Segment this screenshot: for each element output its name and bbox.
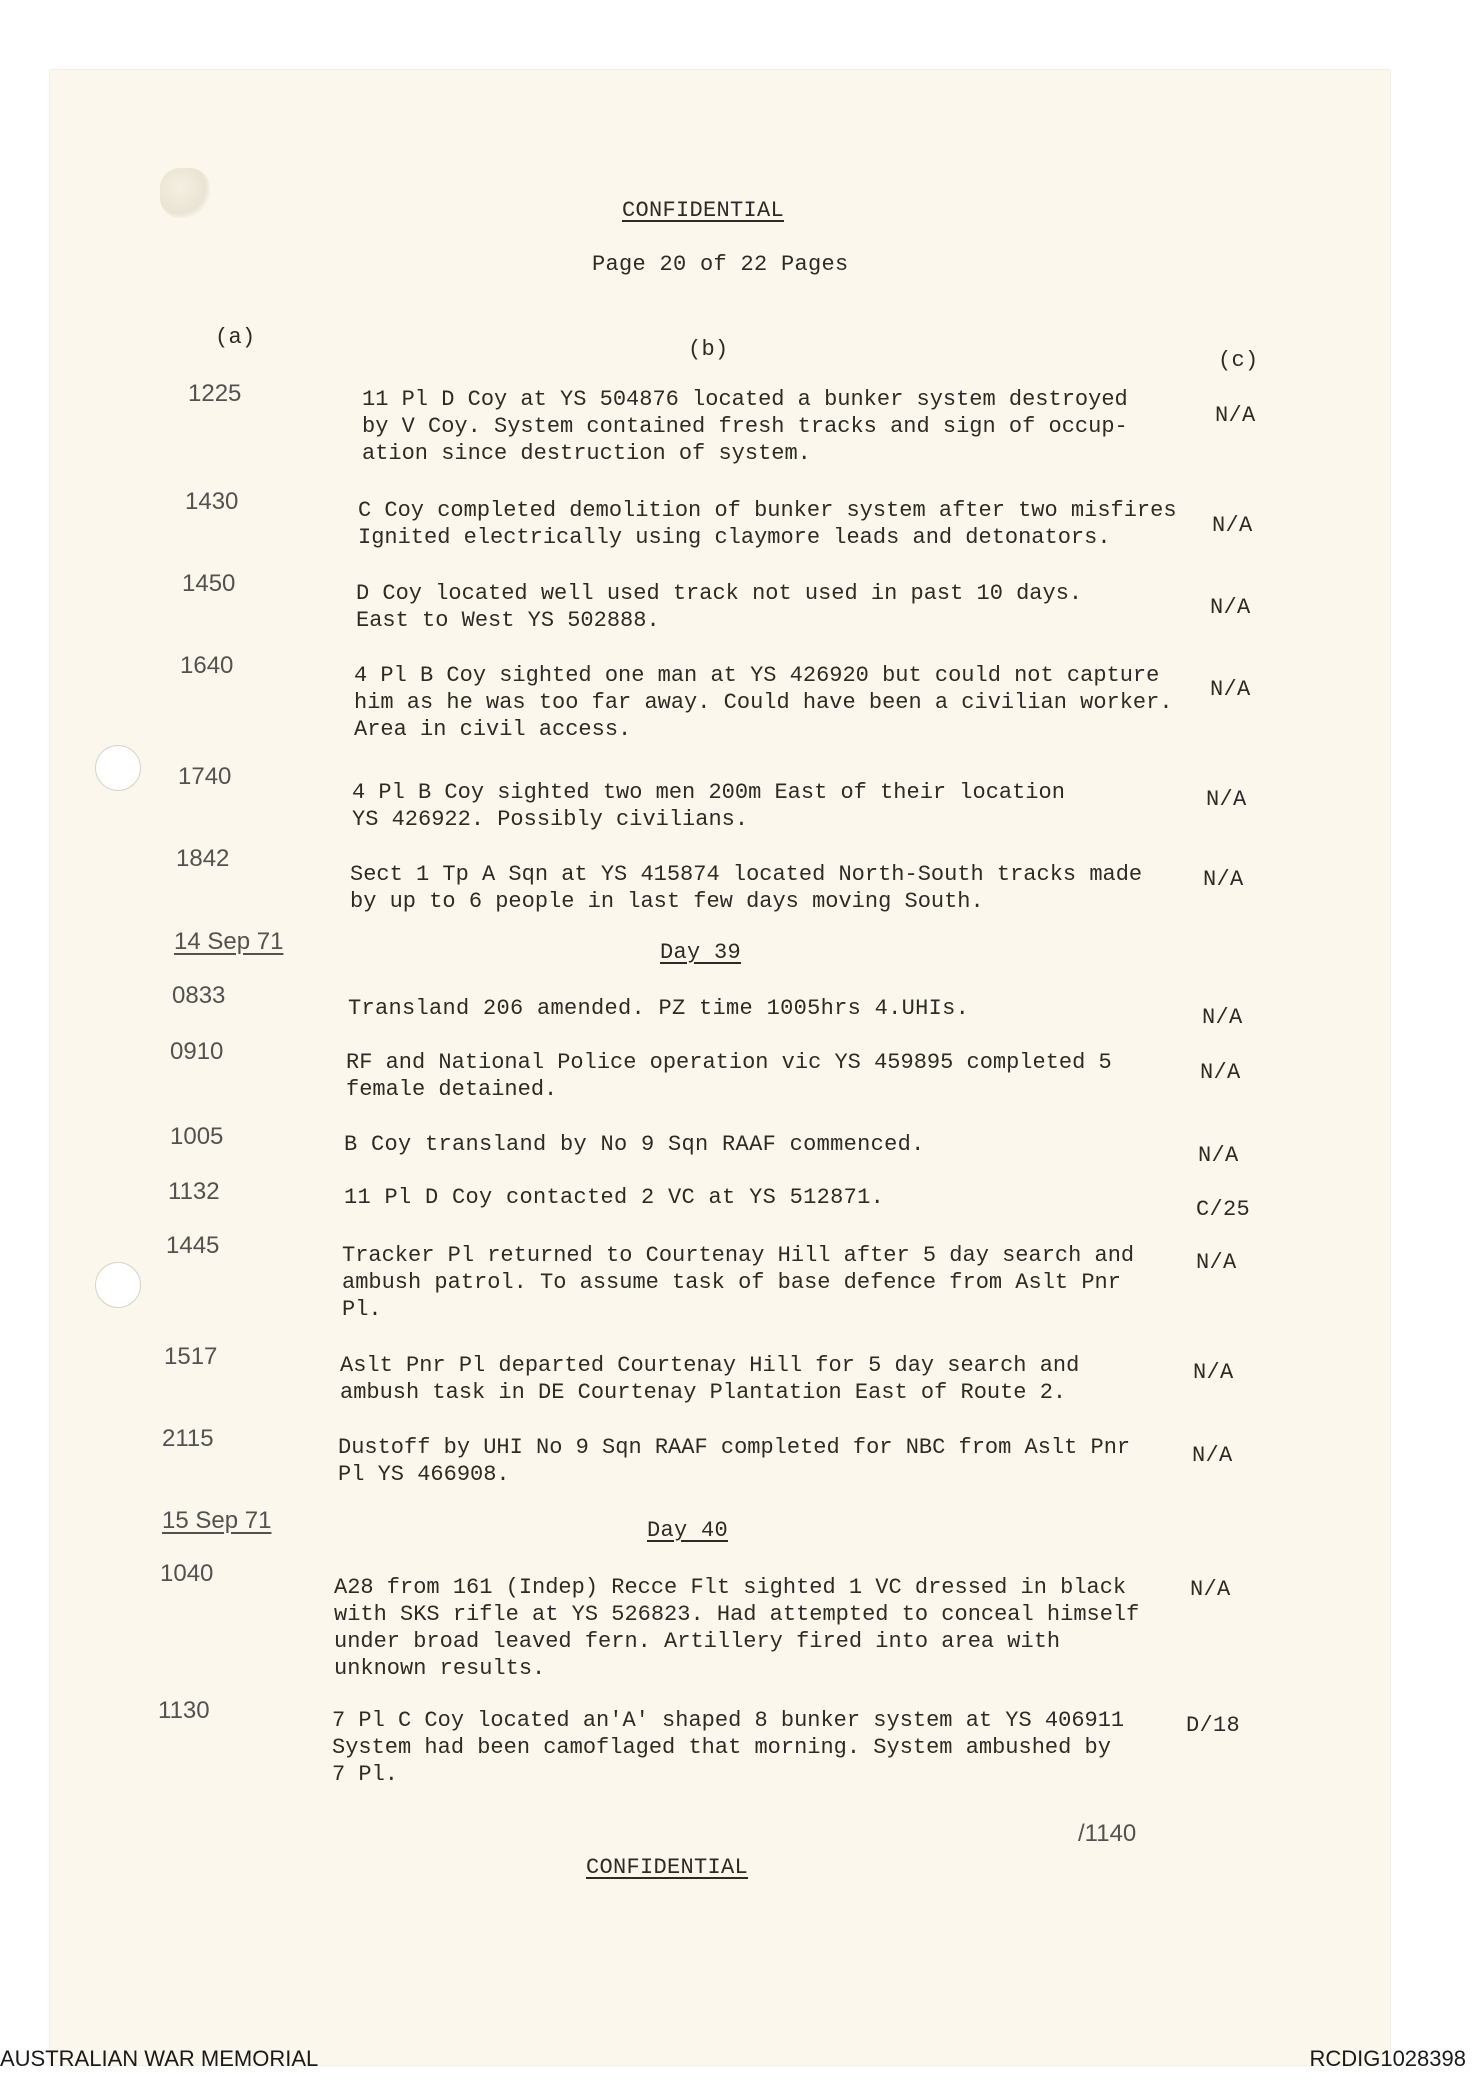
- entry-time: 1740: [178, 763, 232, 790]
- entry-code: N/A: [1210, 677, 1251, 702]
- day-heading: Day 40: [647, 1518, 729, 1543]
- entry-text: Tracker Pl returned to Courtenay Hill after 5 day search and ambush patrol. To assume task of base defence from Aslt Pnr Pl.: [342, 1243, 1135, 1322]
- entry-text: 11 Pl D Coy contacted 2 VC at YS 512871.: [344, 1185, 885, 1210]
- entry-text: RF and National Police operation vic YS 459895 completed 5 female detained.: [346, 1050, 1112, 1102]
- entry-code: N/A: [1192, 1443, 1233, 1468]
- entry-code: N/A: [1196, 1250, 1237, 1275]
- entry-time: 1450: [182, 570, 236, 597]
- entry-time: 1005: [170, 1123, 224, 1150]
- header-classification: CONFIDENTIAL: [622, 198, 785, 223]
- entry-text: Transland 206 amended. PZ time 1005hrs 4.UHIs.: [348, 996, 970, 1021]
- archive-reference: RCDIG1028398: [1309, 2046, 1466, 2071]
- continuation-note: /1140: [1078, 1820, 1137, 1847]
- entry-code: N/A: [1202, 1005, 1243, 1030]
- punch-hole: [95, 745, 141, 791]
- entry-time: 1445: [166, 1232, 220, 1259]
- entry-time: 1130: [158, 1697, 210, 1724]
- entry-text: 7 Pl C Coy located an'A' shaped 8 bunker system at YS 406911 System had been camoflaged that morning. System ambushed by 7 Pl.: [332, 1708, 1125, 1787]
- entry-text: 4 Pl B Coy sighted one man at YS 426920 but could not capture him as he was too far away. Could have been a civilian worker. Area in civil access.: [354, 663, 1173, 742]
- entry-time: 0910: [170, 1038, 224, 1065]
- column-c-header: (c): [1218, 348, 1259, 373]
- entry-text: 11 Pl D Coy at YS 504876 located a bunker system destroyed by V Coy. System contained fresh tracks and sign of occup- ation since destruction of system.: [362, 387, 1128, 466]
- page-number: Page 20 of 22 Pages: [592, 252, 849, 277]
- archive-credit: AUSTRALIAN WAR MEMORIAL: [0, 2046, 319, 2071]
- entry-text: B Coy transland by No 9 Sqn RAAF commenced.: [344, 1132, 925, 1157]
- entry-time: 1842: [176, 845, 230, 872]
- entry-time: 2115: [162, 1425, 214, 1452]
- entry-code: N/A: [1210, 595, 1251, 620]
- entry-time: 1225: [188, 380, 242, 407]
- footer-classification: CONFIDENTIAL: [586, 1855, 749, 1880]
- punch-hole: [95, 1262, 141, 1308]
- entry-text: Aslt Pnr Pl departed Courtenay Hill for 5 day search and ambush task in DE Courtenay Plantation East of Route 2.: [340, 1353, 1080, 1405]
- entry-date: 15 Sep 71: [162, 1507, 272, 1534]
- entry-time: 0833: [172, 982, 226, 1009]
- entry-code: N/A: [1203, 867, 1244, 892]
- entry-time: 1040: [160, 1560, 214, 1587]
- entry-time: 1132: [168, 1178, 220, 1205]
- entry-time: 1430: [185, 488, 239, 515]
- entry-code: N/A: [1190, 1577, 1231, 1602]
- entry-code: N/A: [1215, 403, 1256, 428]
- column-b-header: (b): [688, 337, 729, 362]
- entry-date: 14 Sep 71: [174, 928, 284, 955]
- entry-text: A28 from 161 (Indep) Recce Flt sighted 1 VC dressed in black with SKS rifle at YS 526823. Had attempted to conceal himself under broad leaved fern. Artillery fired into area with unknown results.: [334, 1575, 1140, 1681]
- entry-code: N/A: [1206, 787, 1247, 812]
- entry-code: D/18: [1186, 1713, 1241, 1738]
- entry-time: 1640: [180, 652, 234, 679]
- entry-code: C/25: [1196, 1197, 1251, 1222]
- entry-code: N/A: [1200, 1060, 1241, 1085]
- entry-text: 4 Pl B Coy sighted two men 200m East of their location YS 426922. Possibly civilians.: [352, 780, 1065, 832]
- entry-code: N/A: [1212, 513, 1253, 538]
- entry-text: D Coy located well used track not used in past 10 days. East to West YS 502888.: [356, 581, 1083, 633]
- entry-text: C Coy completed demolition of bunker system after two misfires Ignited electrically using claymore leads and detonators.: [358, 498, 1177, 550]
- entry-time: 1517: [164, 1343, 218, 1370]
- entry-text: Sect 1 Tp A Sqn at YS 415874 located North-South tracks made by up to 6 people in last few days moving South.: [350, 862, 1143, 914]
- day-heading: Day 39: [660, 940, 742, 965]
- entry-code: N/A: [1198, 1143, 1239, 1168]
- embossed-seal: [160, 168, 210, 218]
- entry-code: N/A: [1193, 1360, 1234, 1385]
- column-a-header: (a): [215, 325, 256, 350]
- entry-text: Dustoff by UHI No 9 Sqn RAAF completed for NBC from Aslt Pnr Pl YS 466908.: [338, 1435, 1131, 1487]
